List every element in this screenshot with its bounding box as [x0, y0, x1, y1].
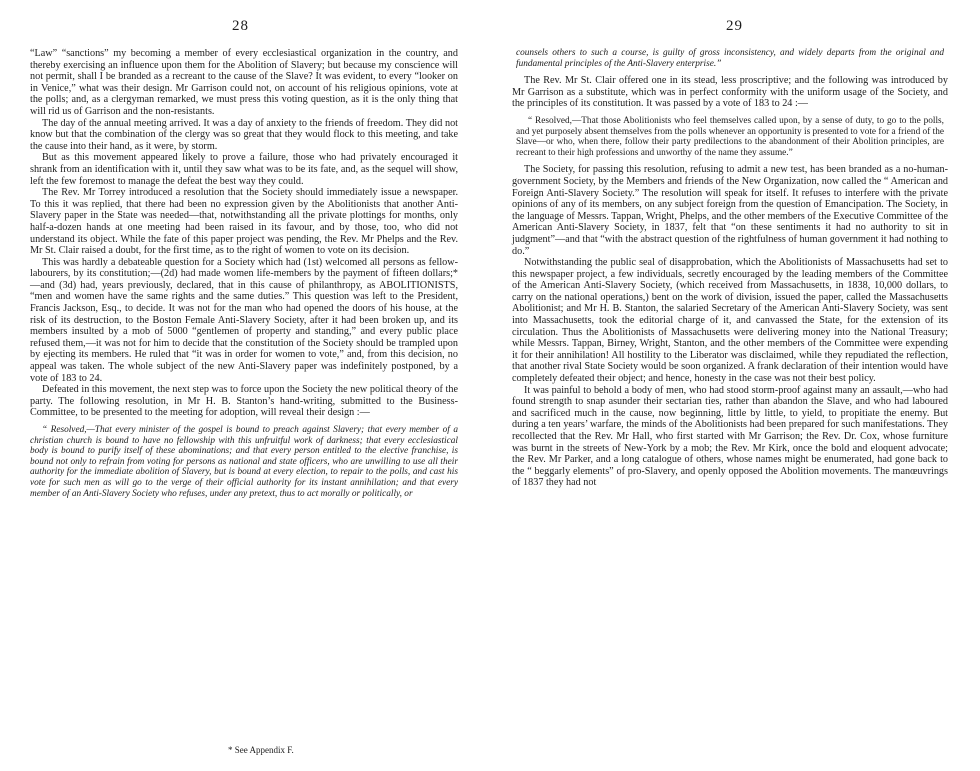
resolution-quote: “ Resolved,—That those Abolitionists who feel themselves called upon, by a sense of duty, to go to the polls, and yet purposely absent themselves from the polls whenever an opportunity is presented to vote for a friend of the Slave—or who, when there, follow their party predilections to the abandonment of their Abolition principles, are recreant to their high professions and unworthy of the name they assume.” [516, 115, 944, 158]
paragraph: The Rev. Mr Torrey introduced a resolution that the Society should immediately issue a newspaper. To this it was replied, that there had been no expression given by the Abolitionists that another Anti-Slavery paper in the State was needed—that, notwithstanding all the private plottings for months, only half-a-dozen hands at one meeting had been raised in its favour, and by those, too, who did not understand its object. While the fate of this paper project was pending, the Rev. Mr Phelps and the Rev. Mr St. Clair raised a doubt, for the first time, as to the right of women to vote on its decision. [30, 187, 458, 257]
paragraph: But as this movement appeared likely to prove a failure, those who had privately encouraged it shrank from an identification with it, until they saw what was to be its fate, and, as the sequel will show, left the few foremost to manage the defeat the best way they could. [30, 152, 458, 187]
paragraph: It was painful to behold a body of men, who had stood storm-proof against many an assault,—who had found strength to snap asunder their sectarian ties, rather than abandon the Slave, and who had laboured and sacrificed much in the cause, now beginning, little by little, to yield, to propitiate the enemy. But during a ten years’ warfare, the minds of the Abolitionists had been prepared for such manifestations. They recollected that the Rev. Mr Hall, who first started with Mr Garrison; the Rev. Dr. Cox, whose furniture was burnt in the streets of New-York by a mob; the Rev. Mr Kirk, once the bold and eloquent advocate; the Rev. Mr Parker, and a long catalogue of others, whose names might be enumerated, had gone back to the “ beggarly elements” of pro-Slavery, and openly opposed the Abolition movements. The manœuvrings of 1837 they had not [512, 384, 948, 489]
footnote: * See Appendix F. [228, 745, 294, 755]
left-text-column [30, 48, 458, 499]
paragraph: The Rev. Mr St. Clair offered one in its stead, less proscriptive; and the following was introduced by Mr Garrison as a substitute, which was in perfect conformity with the uniform usage of the Society, and the principles of its constitution. It was passed by a vote of 183 to 24 :— [512, 75, 948, 110]
paragraph: Defeated in this movement, the next step was to force upon the Society the new political theory of the party. The following resolution, in Mr H. B. Stanton’s hand-writing, submitted to the Business-Committee, to be presented to the meeting for adoption, will reveal their design :— [30, 384, 458, 419]
quote-continuation: counsels others to such a course, is guilty of gross inconsistency, and widely departs from the original and fundamental principles of the Anti-Slavery enterprise.” [516, 48, 944, 69]
paragraph: Notwithstanding the public seal of disapprobation, which the Abolitionists of Massachusetts had set to this newspaper project, a few individuals, secretly encouraged by the leading members of the Committee of the American Anti-Slavery Society, (which received from Massachusetts, in 1838, 10,000 dollars, to carry on the national operations,) bent on the work of division, issued the paper, called the Massachusetts Abolitionist; and Mr H. B. Stanton, the salaried Secretary of the American Anti-Slavery Society, was sent into Massachusetts, took the editorial charge of it, and canvassed the State, for the extension of its circulation. Thus the Abolitionists of Massachusetts were delivering money into the National Treasury; while Messrs. Tappan, Birney, Wright, Stanton, and the other members of the Committee were expending it for their annihilation! All hostility to the Liberator was disclaimed, while they repudiated the reflection, that another rival State Society would be soon organized. A frank declaration of their intention would have completely defeated their object; and hence, honesty in the case was not their best policy. [512, 257, 948, 385]
resolution-quote: “ Resolved,—That every minister of the gospel is bound to preach against Slavery; that every member of a christian church is bound to have no fellowship with this unfruitful work of darkness; that every ecclesiastical body is bound to purify itself of these abominations; and that every person entitled to the elective franchise, is bound not only to refrain from voting for persons as national and state officers, who are unwilling to use all their authority for the immediate abolition of Slavery, but is bound at every election, to repair to the polls, and cast his vote for such men as will go to the verge of their official authority for its instant annihilation; and that every member of an Anti-Slavery Society who refuses, under any pretext, thus to act morally or politically, or [30, 425, 458, 499]
paragraph: This was hardly a debateable question for a Society which had (1st) welcomed all persons as fellow-labourers, by its constitution;—(2d) had made women life-members by the payment of fifteen dollars;*—and (3d) had, years previously, declared, that in this cause of philanthropy, as ABOLITIONISTS, “men and women have the same rights and the same duties.” This question was left to the President, Francis Jackson, Esq., to decide. It was not for the man who had opened the doors of his house, at the risk of its destruction, to the Boston Female Anti-Slavery Society, after it had been broken up, and its members insulted by a mob of 5000 “gentlemen of property and standing,” and every public place refused them,—it was not for him to decide that the constitution of the Society should be trampled upon by ejecting its members. He ruled that “it was in order for women to vote,” and, from this decision, no appeal was taken. The whole subject of the new Anti-Slavery paper was indefinitely postponed, by a vote of 183 to 24. [30, 256, 458, 384]
page-number: 28 [232, 18, 249, 34]
paragraph: “Law” “sanctions” my becoming a member of every ecclesiastical organization in the country, and thereby exercising an influence upon them for the Abolition of Slavery; but because my conscience will not permit, shall I be branded as a recreant to the cause of the Slave? It was evident, to every “looker on in Venice,” what was their design. Mr Garrison could not, on account of his religious opinions, vote at the polls; and, as a clergyman remarked, we must press this voting question, as it is the only thing that will rid us of Garrison and the non-resistants. [30, 48, 458, 117]
right-page [490, 0, 980, 771]
paragraph: The day of the annual meeting arrived. It was a day of anxiety to the friends of freedom. They did not know but that the combination of the clergy was so great that they would flock to this meeting, and take the cause into their hand, as it were, by storm. [30, 117, 458, 152]
paragraph: The Society, for passing this resolution, refusing to admit a new test, has been branded as a no-human-government Society, by the Members and friends of the New Organization, now called the “ American and Foreign Anti-Slavery Society.” The resolution will speak for itself. It refuses to interfere with the private opinions of any of its members, on any subject foreign from the question of Emancipation. The Society, in the language of Messrs. Tappan, Wright, Phelps, and the other members of the Executive Committee of the American Anti-Slavery Society, in 1837, felt that “on these sentiments it had no authority to sit in judgment”—and that “with the abstract question of the rightfulness of human government it had nothing to do.” [512, 164, 948, 257]
right-text-column [512, 48, 948, 489]
page-number: 29 [726, 18, 743, 34]
